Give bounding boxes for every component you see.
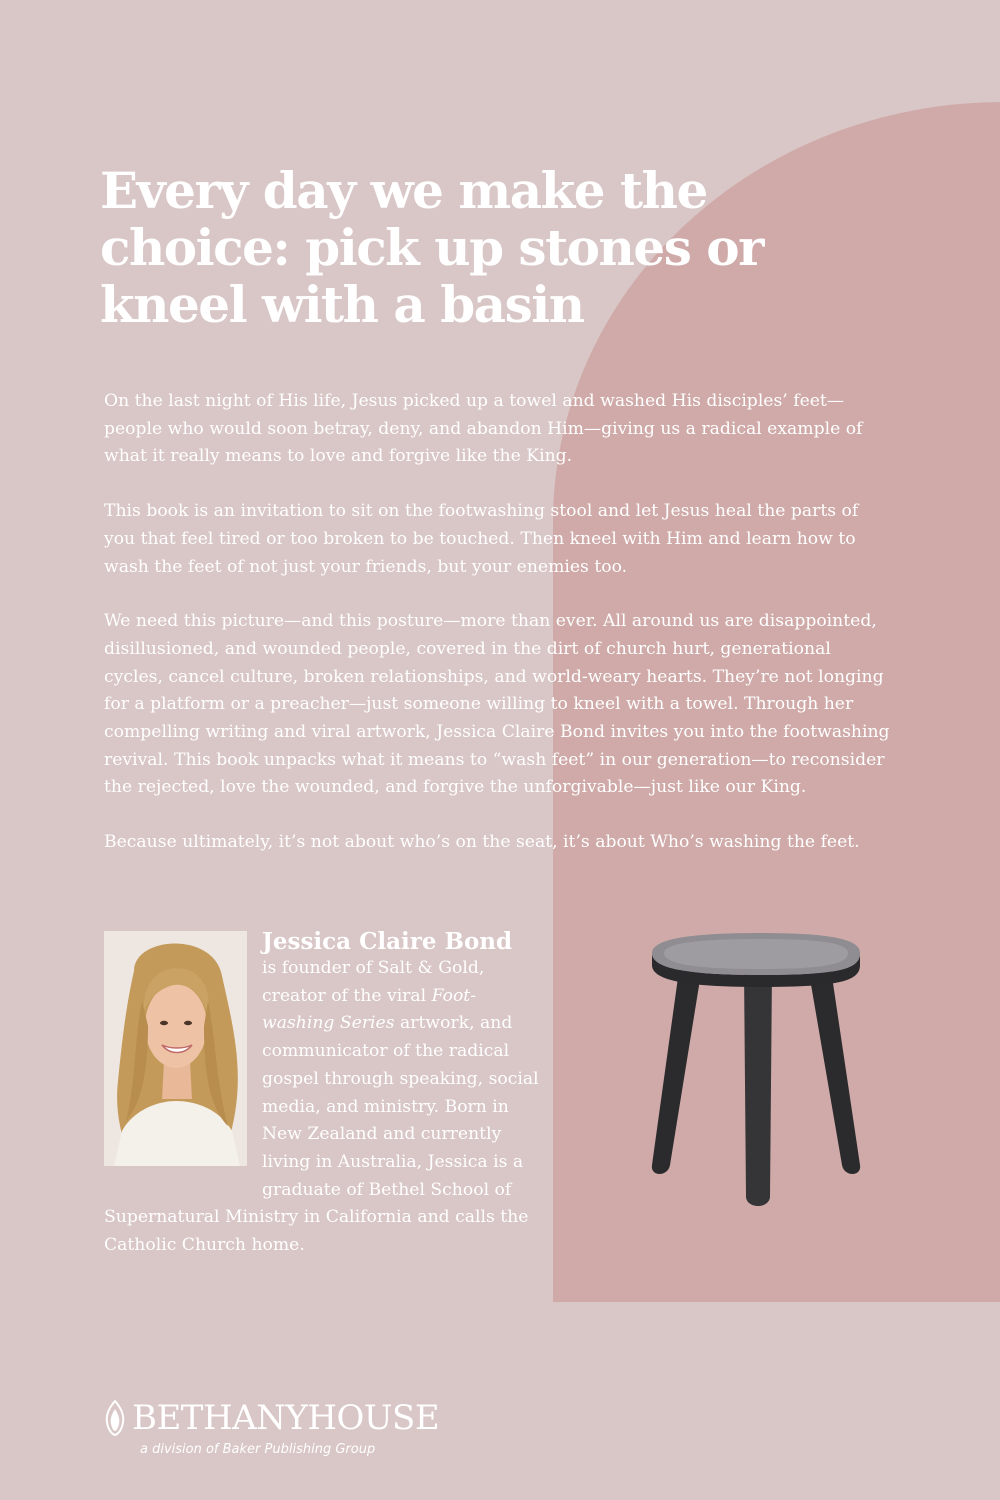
publisher-name: BETHANYHOUSE [132, 1398, 440, 1438]
bio-text-after: artwork, and communicator of the radical gospel through speaking, social media, and ministry. Born in New Zealand and currently living in Australia, Jessica is a graduate of Bethel School of Supernatural Ministry in California and calls the Catholic Church home. [104, 1013, 539, 1256]
paragraph-1: On the last night of His life, Jesus picked up a towel and washed His disciples’ feet—people who would soon betray, deny, and abandon Him—giving us a radical example of what it really means to love and forgive like the King. [104, 391, 863, 467]
author-bio [104, 928, 544, 1260]
publisher-logo [104, 1398, 464, 1468]
bio-text-before: is founder of Salt & Gold, creator of the viral [262, 958, 485, 1006]
paragraph-2: This book is an invitation to sit on the footwashing stool and let Jesus heal the parts of you that feel tired or too broken to be touched. Then kneel with Him and learn how to wash the feet of not just your friends, but your enemies too. [104, 501, 859, 577]
description [104, 388, 894, 884]
photo-spacer [104, 928, 262, 1178]
bio-series-title: Foot-washing Series [262, 985, 477, 1034]
paragraph-4: Because ultimately, it’s not about who’s on the seat, it’s about Who’s washing the feet. [104, 832, 860, 853]
flame-logo-icon [104, 1400, 126, 1436]
paragraph-3: We need this picture—and this posture—more than ever. All around us are disappointed, disillusioned, and wounded people, covered in the dirt of church hurt, generational cycles, cancel culture, broken relationships, and world-weary hearts. They’re not longing for a platform or a preacher—just someone willing to kneel with a towel. Through her compelling writing and viral artwork, Jessica Claire Bond invites you into the footwashing revival. This book unpacks what it means to “wash feet” in our generation—to reconsider the rejected, love the wounded, and forgive the unforgivable—just like our King. [104, 611, 890, 798]
footwashing-stool-illustration [640, 925, 880, 1215]
headline: Every day we make the choice: pick up stones or kneel with a basin [100, 161, 763, 334]
author-name: Jessica Claire Bond [262, 928, 513, 955]
publisher-subtitle: a division of Baker Publishing Group [140, 1442, 376, 1457]
